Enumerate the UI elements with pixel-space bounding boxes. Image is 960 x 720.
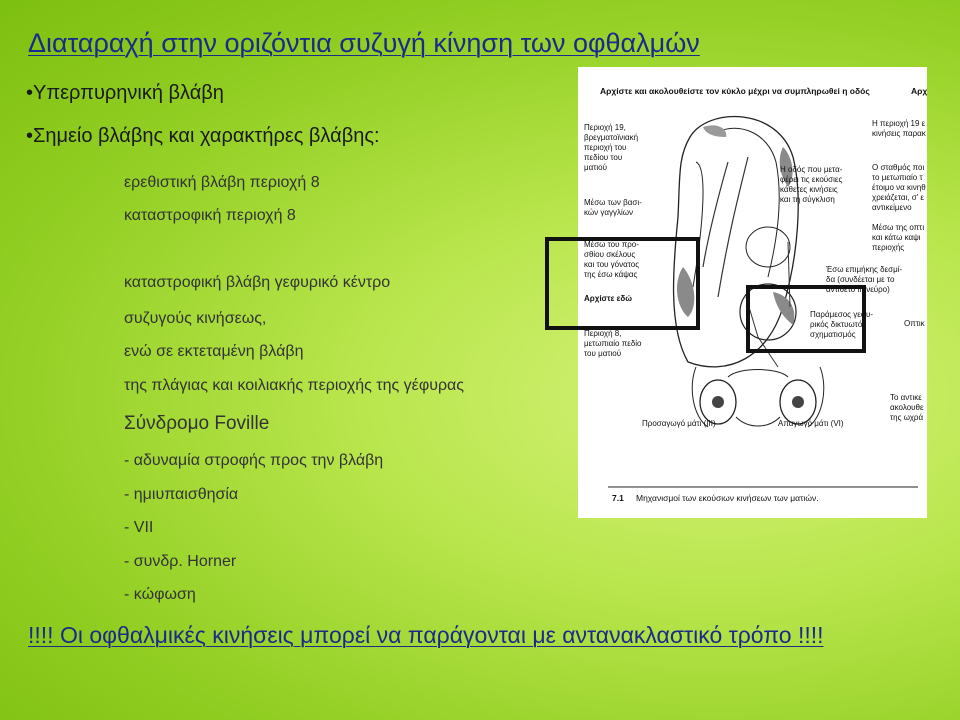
label-basal-ganglia: Μέσω των βασι- κών γαγγλίων	[584, 198, 642, 217]
label-area19: Περιοχή 19, βρεγματοϊνιακή περιοχή του πεδίου του ματιού	[584, 123, 639, 172]
label-start-here: Αρχίστε εδώ	[584, 294, 633, 303]
reflex-note: !!!! Οι οφθαλμικές κινήσεις μπορεί να παράγονται με αντανακλαστικό τρόπο !!!!	[28, 622, 824, 648]
label-right-area19: Η περιοχή 19 ε κινήσεις παρακ	[872, 119, 926, 138]
label-vertical-pathway: Η οδός που μετα- φέρει τις εκούσιες κάθετες κινήσεις και τη σύγκλιση	[780, 165, 843, 204]
highlight-frame-area8	[545, 237, 700, 330]
text-irritative-lesion: ερεθιστική βλάβη περιοχή 8	[124, 174, 320, 191]
label-mlf: Έσω επιμήκης δεσμί- δα (συνδέεται με το αντίθετο ΙΙΙ νεύρο)	[826, 265, 903, 294]
figure-header: Αρχίστε και ακολουθείστε τον κύκλο μέχρι να συμπληρωθεί η οδός	[600, 86, 870, 96]
text-vii: - VII	[124, 519, 154, 536]
text-conjugate-movement: συζυγούς κινήσεως,	[124, 310, 267, 327]
figure-caption: Μηχανισμοί των εκούσιων κινήσεων των ματιών.	[636, 493, 819, 503]
text-lateral-ventral: της πλάγιας και κοιλιακής περιοχής της γέφυρας	[124, 377, 464, 394]
label-via-optic: Μέσω της οπτι και κάτω καψι περιοχής	[872, 223, 925, 252]
label-area8: Περιοχή 8, μετωπιαίο πεδίο του ματιού	[584, 329, 642, 358]
text-horner: - συνδρ. Horner	[124, 553, 237, 570]
label-optic-partial: Οπτικ	[904, 319, 925, 328]
label-abducting-eye: Απαγωγό μάτι (VI)	[778, 419, 844, 428]
text-destructive-area8: καταστροφική περιοχή 8	[124, 207, 296, 224]
text-deafness: - κώφωση	[124, 586, 196, 603]
text-gaze-weakness: - αδυναμία στροφής προς την βλάβη	[124, 452, 384, 469]
label-adducting-eye: Προσαγωγό μάτι (III)	[642, 419, 716, 428]
text-foville-syndrome: Σύνδρομο Foville	[124, 413, 270, 434]
bullet-supranuclear: •Υπερπυρηνική βλάβη	[26, 82, 224, 104]
label-pprf: Παράμεσος γεφυ- ρικός δικτυωτό σχηματισμός	[810, 310, 874, 339]
caption-number: 7.1	[612, 493, 624, 503]
label-anterior-limb: Μέσω του προ- σθίου σκέλους και του γόνατος της έσω κάψας	[584, 240, 640, 279]
slide-title: Διαταραχή στην οριζόντια συζυγή κίνηση των οφθαλμών	[28, 28, 700, 58]
label-station: Ο σταθμός ποι το μετωπιαίο τ έτοιμο να κινηθ χρειάζεται, σ' ε αντικείμενο	[872, 163, 926, 212]
text-hemihypesthesia: - ημιυπαισθησία	[124, 486, 239, 503]
highlight-frame-pprf	[746, 285, 866, 353]
bullet-lesion-site: •Σημείο βλάβης και χαρακτήρες βλάβης:	[26, 125, 380, 147]
figure-header-right: Αρχ	[911, 86, 927, 96]
text-extensive-lesion: ενώ σε εκτεταμένη βλάβη	[124, 343, 304, 360]
text-pontine-center: καταστροφική βλάβη γεφυρικό κέντρο	[124, 274, 391, 291]
label-object: Το αντικε ακολουθε της ωχρά	[890, 393, 924, 422]
